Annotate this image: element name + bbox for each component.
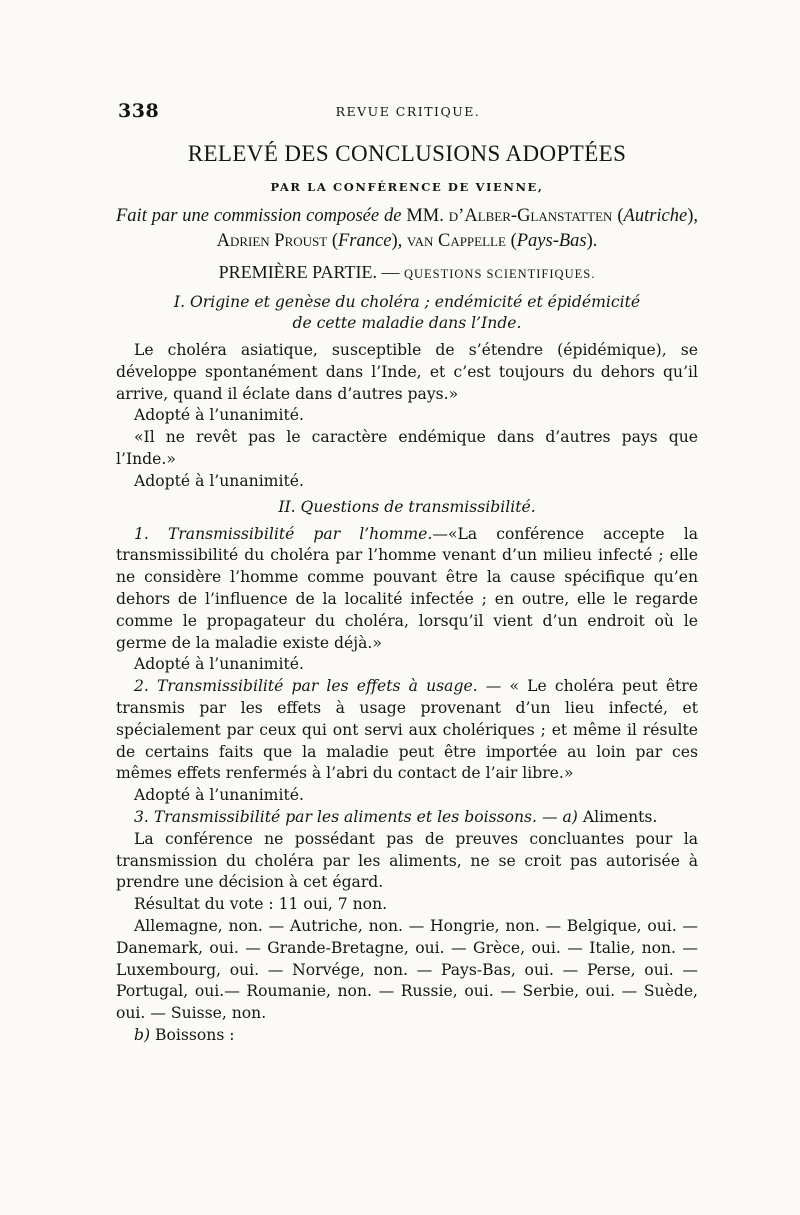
running-head	[118, 100, 698, 124]
document-subtitle: PAR LA CONFÉRENCE DE VIENNE,	[270, 180, 544, 194]
commission-line: Fait par une commission composée de MM. d’Alber-Glanstatten (Autriche), Adrien Proust (France), van Cappelle (Pays-Bas).	[116, 206, 699, 251]
item-3-head: 3. Transmissibilité par les aliments et les boissons. — a)	[134, 807, 578, 826]
item-1-text: «La conférence accepte la transmissibilité du choléra par l’homme venant d’un milieu infecté ; elle ne considère l’homme comme pouvant être la cause spécifique qu’en dehors de l’influence de la localité infectée ; en outre, elle le regarde comme le propagateur du choléra, lorsqu’il vient d’un endroit où le germe de la maladie existe déjà.»	[116, 524, 698, 652]
part-title-main: PREMIÈRE PARTIE. —	[218, 262, 400, 282]
member-1-country: Autriche	[623, 206, 688, 226]
section-1-line-1: I. Origine et genèse du choléra ; endémicité et épidémicité	[173, 293, 641, 311]
commission-intro: Fait par une commission composée de	[116, 206, 402, 226]
item-3	[116, 807, 698, 829]
vote-result: Résultat du vote : 11 oui, 7 non.	[134, 895, 388, 914]
paragraph-1: Le choléra asiatique, susceptible de s’étendre (épidémique), se développe spontanément dans l’Inde, et c’est toujours du dehors qu’il arrive, quand il éclate dans d’autres pays.»	[116, 341, 698, 403]
country-votes: Allemagne, non. — Autriche, non. — Hongrie, non. — Belgique, oui. — Danemark, oui. — Grande-Bretagne, oui. — Grèce, oui. — Italie, non. — Luxembourg, oui. — Norvége, non. — Pays-Bas, oui. — Perse, oui. — Portugal, oui.— Roumanie, non. — Russie, oui. — Serbie, oui. — Suède, oui. — Suisse, non.	[116, 916, 698, 1023]
item-2	[116, 676, 698, 785]
item-1-head: 1. Transmissibilité par l’homme.—	[134, 524, 448, 543]
part-title	[116, 260, 698, 286]
member-1-name: Alber-Glanstatten	[464, 206, 613, 226]
vote-1: Adopté à l’unanimité.	[134, 406, 304, 425]
commission-mm: MM.	[406, 206, 444, 226]
item-2-head: 2. Transmissibilité par les effets à usage. —	[134, 677, 502, 696]
paragraph-3: La conférence ne possédant pas de preuves concluantes pour la transmission du choléra par les aliments, ne se croit pas autorisée à prendre une décision à cet égard.	[116, 829, 698, 892]
page-number: 338	[118, 100, 160, 122]
vote-4: Adopté à l’unanimité.	[134, 786, 304, 805]
section-2-title: II. Questions de transmissibilité.	[278, 497, 536, 516]
vote-2: Adopté à l’unanimité.	[134, 471, 304, 490]
member-1-prefix: d’	[448, 206, 465, 226]
article-body	[116, 140, 698, 1047]
paragraph-2: «Il ne revêt pas le caractère endémique dans d’autres pays que l’Inde.»	[116, 428, 698, 468]
part-title-sub: QUESTIONS SCIENTIFIQUES.	[403, 267, 596, 281]
boissons-line	[116, 1025, 698, 1047]
journal-title: REVUE CRITIQUE.	[335, 104, 481, 119]
section-1-title	[116, 292, 698, 334]
section-1-line-2: de cette maladie dans l’Inde.	[292, 314, 522, 332]
member-2-name: Adrien Proust	[216, 231, 328, 251]
boissons-text: Boissons :	[155, 1025, 235, 1044]
item-1	[116, 524, 698, 655]
boissons-label: b)	[134, 1025, 151, 1044]
document-title: RELEVÉ DES CONCLUSIONS ADOPTÉES	[187, 141, 627, 166]
vote-3: Adopté à l’unanimité.	[134, 655, 304, 674]
item-3-text: Aliments.	[582, 807, 658, 826]
member-2-country: France	[338, 231, 392, 251]
item-2-text: « Le choléra peut être transmis par les effets à usage provenant d’un lieu infecté, et spécialement par ceux qui ont servi aux cholériques ; et même il résulte de certains faits que la maladie peut être importée au loin par ces mêmes effets renfermés à l’abri du contact de l’air libre.»	[116, 677, 698, 783]
member-3-country: Pays-Bas	[516, 231, 587, 251]
member-3-name: van Cappelle	[406, 231, 506, 251]
